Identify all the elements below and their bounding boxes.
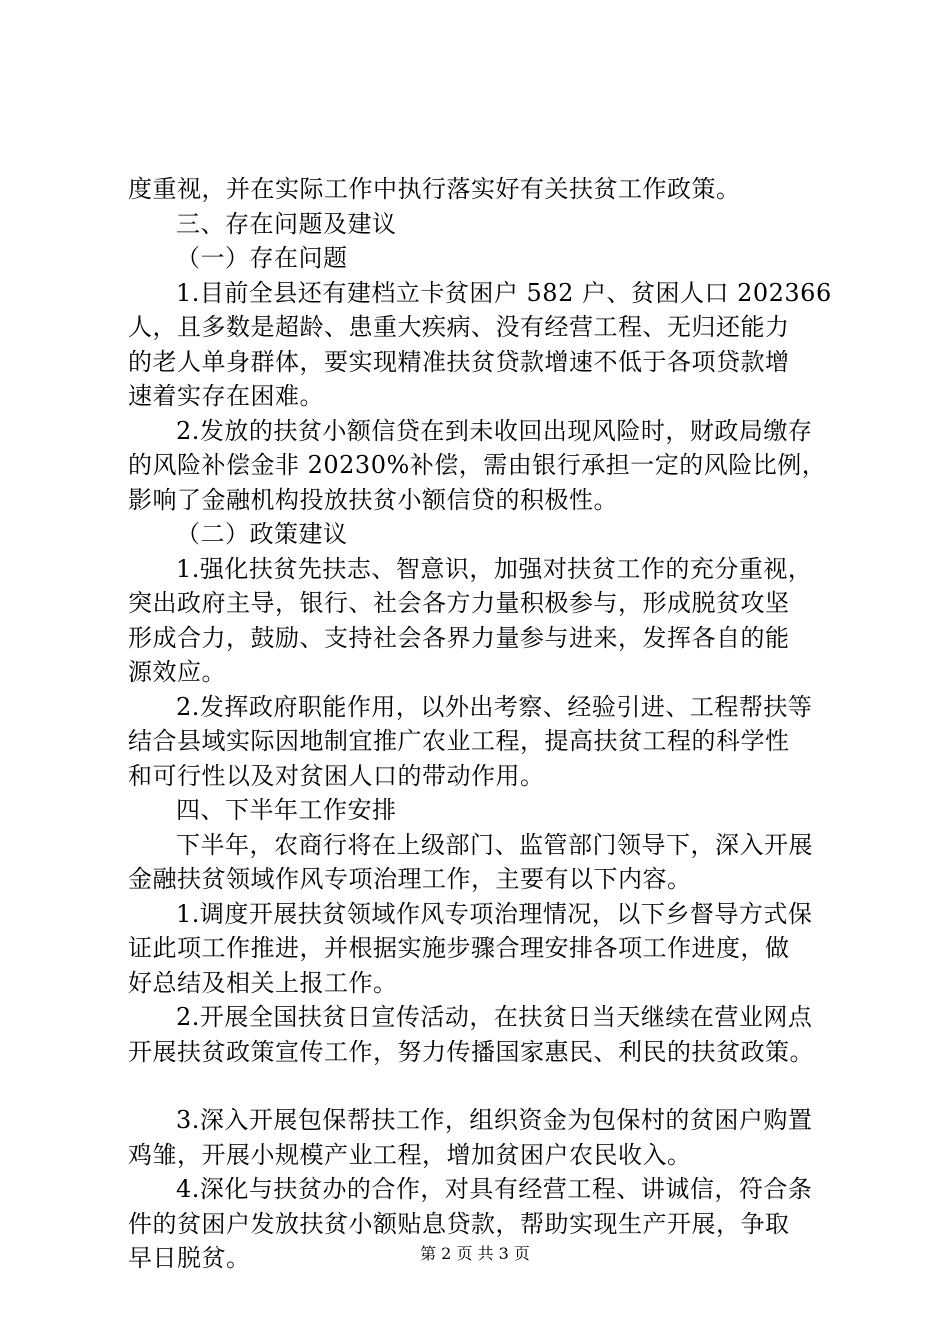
paragraph-line: 影响了金融机构投放扶贫小额信贷的积极性。 <box>128 485 618 514</box>
paragraph-line: 人，且多数是超龄、患重大疾病、没有经营工程、无归还能力 <box>128 313 790 341</box>
section-heading: 三、存在问题及建议 <box>176 209 397 238</box>
paragraph-line: 突出政府主导，银行、社会各方力量积极参与，形成脱贫攻坚 <box>128 589 790 617</box>
paragraph-line: 下半年，农商行将在上级部门、监管部门领导下，深入开展 <box>176 830 813 859</box>
paragraph-line: 证此项工作推进，并根据实施步骤合理安排各项工作进度，做 <box>128 934 790 962</box>
page-number: 第 2 页 共 3 页 <box>420 1244 530 1263</box>
paragraph-line: 2.发挥政府职能作用，以外出考察、经验引进、工程帮扶等 <box>176 692 813 721</box>
paragraph-line: 和可行性以及对贫困人口的带动作用。 <box>128 761 545 790</box>
subsection-heading: （二）政策建议 <box>176 520 348 548</box>
paragraph-line: 1.强化扶贫先扶志、智意识，加强对扶贫工作的充分重视， <box>176 554 813 583</box>
paragraph-line: 3.深入开展包保帮扶工作，组织资金为包保村的贫困户购置 <box>176 1106 813 1134</box>
paragraph-line: 1.目前全县还有建档立卡贫困户 582 户、贫困人口 202366 <box>176 278 832 307</box>
paragraph-line: 的风险补偿金非 20230%补偿，需由银行承担一定的风险比例， <box>128 451 827 479</box>
paragraph-line: 早日脱贫。 <box>128 1244 251 1272</box>
paragraph-line: 1.调度开展扶贫领域作风专项治理情况，以下乡督导方式保 <box>176 899 813 928</box>
paragraph-line: 2.发放的扶贫小额信贷在到未收回出现风险时，财政局缴存 <box>176 416 813 445</box>
paragraph-line: 结合县域实际因地制宜推广农业工程，提高扶贫工程的科学性 <box>128 727 790 755</box>
paragraph-line: 开展扶贫政策宣传工作，努力传播国家惠民、利民的扶贫政策。 <box>128 1037 814 1066</box>
blank-line <box>128 1069 828 1103</box>
paragraph-line: 源效应。 <box>128 658 226 686</box>
section-heading: 四、下半年工作安排 <box>176 796 397 824</box>
document-body <box>128 172 832 1276</box>
paragraph-line: 度重视，并在实际工作中执行落实好有关扶贫工作政策。 <box>128 175 741 203</box>
paragraph-line: 速着实存在困难。 <box>128 382 324 410</box>
paragraph-line: 4.深化与扶贫办的合作，对具有经营工程、讲诚信，符合条 <box>176 1175 813 1203</box>
paragraph-line: 形成合力，鼓励、支持社会各界力量参与进来，发挥各自的能 <box>128 623 790 652</box>
paragraph-line: 2.开展全国扶贫日宣传活动，在扶贫日当天继续在营业网点 <box>176 1003 813 1031</box>
paragraph-line: 好总结及相关上报工作。 <box>128 968 398 997</box>
subsection-heading: （一）存在问题 <box>176 244 348 272</box>
paragraph-line: 鸡雏，开展小规模产业工程，增加贫困户农民收入。 <box>128 1140 692 1169</box>
paragraph-line: 件的贫困户发放扶贫小额贴息贷款，帮助实现生产开展，争取 <box>128 1209 790 1238</box>
paragraph-line: 金融扶贫领域作风专项治理工作，主要有以下内容。 <box>128 865 692 893</box>
paragraph-line: 的老人单身群体，要实现精准扶贫贷款增速不低于各项贷款增 <box>128 347 790 376</box>
